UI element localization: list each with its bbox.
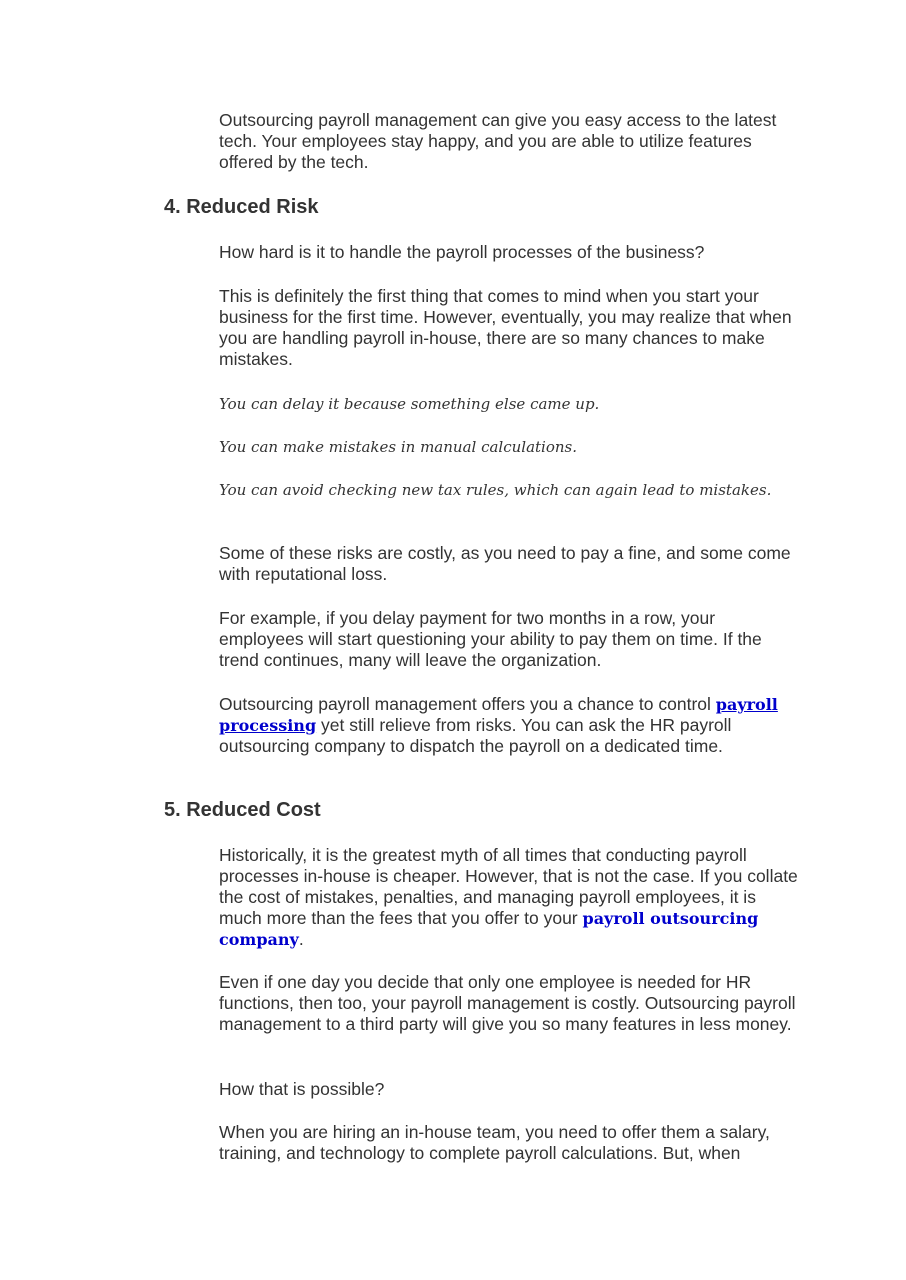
risk-paragraph-5-start: Outsourcing payroll management offers you a chance to control bbox=[219, 694, 716, 714]
italic-line-3: You can avoid checking new tax rules, which can again lead to mistakes. bbox=[219, 481, 772, 499]
risk-paragraph-1: How hard is it to handle the payroll processes of the business? bbox=[219, 242, 705, 262]
italic-line-2: You can make mistakes in manual calculations. bbox=[219, 438, 578, 456]
italic-line-1: You can delay it because something else came up. bbox=[219, 395, 600, 413]
cost-paragraph-1 bbox=[219, 845, 799, 950]
cost-paragraph-1-end: . bbox=[298, 929, 304, 949]
risk-paragraph-3: Some of these risks are costly, as you need to pay a fine, and some come with reputational loss. bbox=[219, 543, 791, 584]
risk-paragraph-5-end: yet still relieve from risks. You can ask the HR payroll outsourcing company to dispatch the payroll on a dedicated time. bbox=[219, 715, 732, 756]
risk-paragraph-4: For example, if you delay payment for two months in a row, your employees will start questioning your ability to pay them on time. If the trend continues, many will leave the organization. bbox=[219, 608, 762, 670]
payroll-processing-link[interactable]: payroll processing bbox=[219, 695, 778, 735]
cost-paragraph-4: When you are hiring an in-house team, you need to offer them a salary, training, and technology to complete payroll calculations. But, when bbox=[219, 1122, 770, 1163]
heading-reduced-risk: 4. Reduced Risk bbox=[164, 196, 319, 218]
payroll-outsourcing-company-link[interactable]: payroll outsourcing company bbox=[219, 909, 759, 949]
risk-paragraph-5 bbox=[219, 694, 799, 757]
heading-reduced-cost: 5. Reduced Cost bbox=[164, 799, 321, 821]
cost-paragraph-1-start: Historically, it is the greatest myth of all times that conducting payroll processes in-house is cheaper. However, that is not the case. If you collate the cost of mistakes, penalties, and managing payroll employees, it is much more than the fees that you offer to your bbox=[219, 845, 798, 928]
cost-paragraph-3: How that is possible? bbox=[219, 1079, 385, 1099]
risk-paragraph-2: This is definitely the first thing that comes to mind when you start your business for the first time. However, eventually, you may realize that when you are handling payroll in-house, there are so many chances to make mistakes. bbox=[219, 286, 792, 369]
cost-paragraph-2: Even if one day you decide that only one employee is needed for HR functions, then too, your payroll management is costly. Outsourcing payroll management to a third party will give you so many features in less money. bbox=[219, 972, 796, 1034]
intro-paragraph: Outsourcing payroll management can give you easy access to the latest tech. Your employees stay happy, and you are able to utilize features offered by the tech. bbox=[219, 110, 777, 172]
